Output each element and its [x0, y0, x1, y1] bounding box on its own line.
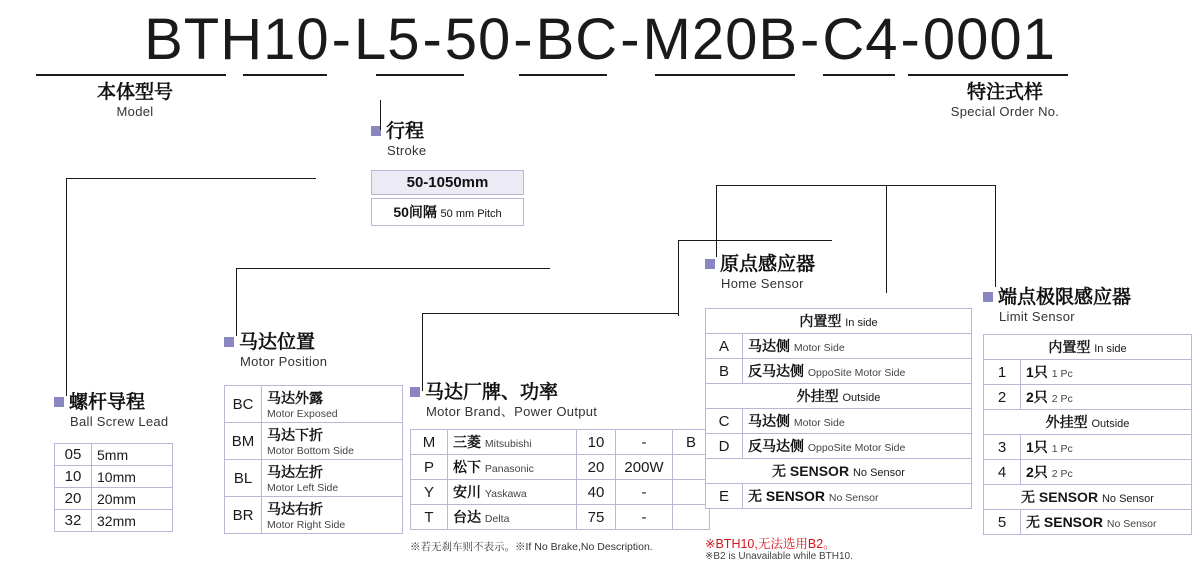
leader-line: [236, 268, 237, 336]
leader-line: [886, 185, 996, 186]
limit-sensor-value: [1021, 360, 1192, 385]
home-sensor-code: D: [706, 434, 743, 459]
callout-limit-sensor-title-en: Limit Sensor: [999, 308, 1075, 324]
callout-motor-position: [224, 333, 327, 369]
underline-model: [36, 74, 226, 76]
table-row: [411, 480, 710, 505]
home-sensor-group-inside-en: In side: [845, 317, 878, 329]
callout-motor-position-title-cn-text: 马达位置: [239, 332, 316, 353]
leader-line: [886, 185, 887, 293]
motor-position-value: [262, 423, 403, 460]
lead-value: 10mm: [92, 466, 173, 488]
table-row: [984, 460, 1192, 485]
callout-home-sensor-title-cn-text: 原点感应器: [720, 254, 816, 275]
limit-sensor-en: 1 Pc: [1051, 443, 1073, 455]
table-row: [225, 497, 403, 534]
motor-brand-code: P: [411, 455, 448, 480]
limit-sensor-en: 1 Pc: [1051, 368, 1073, 380]
motor-position-en: Motor Exposed: [267, 408, 338, 420]
table-row: [225, 423, 403, 460]
table-row: [411, 455, 710, 480]
callout-ball-screw-lead: [54, 393, 168, 429]
stroke-pitch-cn: 50间隔: [393, 204, 437, 220]
lead-code: 05: [55, 444, 92, 466]
home-sensor-value: [743, 409, 972, 434]
callout-motor-brand: [410, 383, 597, 419]
motor-brand-code: Y: [411, 480, 448, 505]
bullet-icon: [410, 387, 420, 397]
callout-special-order-title-cn: 特注式样: [966, 82, 1043, 103]
limit-sensor-value: [1021, 435, 1192, 460]
home-sensor-en: No Sensor: [828, 492, 879, 504]
limit-sensor-group-inside-cn: 内置型: [1048, 339, 1091, 355]
table-group-header-inside: [706, 309, 972, 334]
home-sensor-no-sensor-cn: 无 SENSOR: [772, 463, 850, 479]
table-ball-screw-lead: [54, 443, 173, 532]
table-motor-position: [224, 385, 403, 534]
limit-sensor-group-outside-en: Outside: [1091, 418, 1130, 430]
motor-position-en: Motor Left Side: [267, 482, 339, 494]
underline-motor-position: [519, 74, 607, 76]
home-sensor-value: [743, 334, 972, 359]
motor-position-value: [262, 386, 403, 423]
part-segment-home-sensor: C4: [822, 7, 899, 72]
home-sensor-en: OppoSite Motor Side: [807, 367, 906, 379]
lead-value: 20mm: [92, 488, 173, 510]
limit-sensor-cn: 1只: [1026, 439, 1048, 455]
motor-position-code: BM: [225, 423, 262, 460]
stroke-range-box: 50-1050mm: [371, 170, 524, 195]
table-row: [411, 505, 710, 530]
stroke-pitch-en: 50 mm Pitch: [440, 208, 502, 220]
part-segment-motor-brand: M20B: [642, 7, 799, 72]
limit-sensor-no-sensor-cn: 无 SENSOR: [1021, 489, 1099, 505]
table-home-sensor: [705, 308, 972, 509]
limit-sensor-cn: 2只: [1026, 389, 1048, 405]
limit-sensor-no-sensor-en: No Sensor: [1101, 493, 1154, 505]
motor-position-en: Motor Bottom Side: [267, 445, 354, 457]
home-sensor-value: [743, 484, 972, 509]
callout-model: [45, 83, 225, 119]
lead-value: 32mm: [92, 510, 173, 532]
callout-lead-title-cn: [54, 393, 168, 413]
table-row: [706, 434, 972, 459]
motor-position-cn: 马达外露: [267, 390, 323, 406]
limit-sensor-code: 5: [984, 510, 1021, 535]
callout-motor-position-title-en: Motor Position: [240, 353, 328, 369]
leader-line: [995, 185, 996, 287]
limit-sensor-group-no-sensor: [984, 485, 1192, 510]
callout-home-sensor-title-en: Home Sensor: [721, 275, 804, 291]
limit-sensor-group-outside-cn: 外挂型: [1045, 414, 1088, 430]
limit-sensor-en: 2 Pc: [1051, 393, 1073, 405]
motor-brand-code: M: [411, 430, 448, 455]
home-sensor-cn: 反马达侧: [748, 438, 804, 454]
table-group-header-inside: [984, 335, 1192, 360]
callout-special-order-title-en: Special Order No.: [950, 103, 1060, 119]
limit-sensor-cn: 1只: [1026, 364, 1048, 380]
part-segment-model: BTH10: [144, 7, 330, 72]
motor-brand-name: [448, 430, 577, 455]
leader-line: [66, 178, 316, 179]
limit-sensor-code: 3: [984, 435, 1021, 460]
callout-motor-brand-title-cn-text: 马达厂牌、功率: [425, 382, 559, 403]
motor-position-value: [262, 460, 403, 497]
underline-stroke: [376, 74, 464, 76]
part-separator: -: [900, 7, 921, 72]
motor-brake-code: [673, 455, 710, 480]
underline-lead: [243, 74, 327, 76]
home-sensor-note-warning: ※BTH10,无法选用B2。: [705, 537, 836, 551]
table-motor-brand: [410, 429, 710, 530]
part-separator: -: [331, 7, 352, 72]
motor-position-cn: 马达左折: [267, 464, 323, 480]
motor-power-value: -: [616, 480, 673, 505]
table-row: [55, 510, 173, 532]
bullet-icon: [224, 337, 234, 347]
lead-code: 20: [55, 488, 92, 510]
motor-brand-code: T: [411, 505, 448, 530]
underline-special-order: [908, 74, 1068, 76]
part-segment-motor-position: BC: [535, 7, 619, 72]
motor-brand-cn: 台达: [453, 509, 481, 525]
table-row: [411, 430, 710, 455]
motor-brand-name: [448, 455, 577, 480]
motor-position-cn: 马达下折: [267, 427, 323, 443]
table-row: [225, 460, 403, 497]
leader-line: [716, 185, 717, 257]
table-group-header-no-sensor: [984, 485, 1192, 510]
table-group-header-no-sensor: [706, 459, 972, 484]
home-sensor-code: A: [706, 334, 743, 359]
motor-brake-code: [673, 505, 710, 530]
callout-motor-position-title-cn: [224, 333, 327, 353]
limit-sensor-en: No Sensor: [1106, 518, 1157, 530]
callout-stroke-title-en: Stroke: [387, 142, 427, 158]
home-sensor-group-outside-en: Outside: [842, 392, 881, 404]
callout-limit-sensor: [983, 288, 1131, 324]
home-sensor-cn: 马达侧: [748, 338, 790, 354]
lead-code: 10: [55, 466, 92, 488]
lead-code: 32: [55, 510, 92, 532]
callout-home-sensor: [705, 255, 815, 291]
home-sensor-value: [743, 434, 972, 459]
underline-motor-brand: [655, 74, 795, 76]
callout-lead-title-en: Ball Screw Lead: [70, 413, 169, 429]
callout-motor-brand-title-en: Motor Brand、Power Output: [426, 403, 598, 419]
table-group-header-outside: [706, 384, 972, 409]
table-row: [55, 444, 173, 466]
table-row: [225, 386, 403, 423]
limit-sensor-group-outside: [984, 410, 1192, 435]
callout-model-title-cn: 本体型号: [96, 82, 173, 103]
motor-brand-en: Panasonic: [484, 463, 534, 475]
callout-limit-sensor-title-cn-text: 端点极限感应器: [998, 287, 1132, 308]
home-sensor-en: Motor Side: [793, 417, 845, 429]
home-sensor-group-outside: [706, 384, 972, 409]
motor-brand-note: ※若无刹车则不表示。※If No Brake,No Description.: [410, 541, 653, 553]
limit-sensor-code: 4: [984, 460, 1021, 485]
bullet-icon: [705, 259, 715, 269]
stroke-pitch-box: [371, 198, 524, 226]
bullet-icon: [983, 292, 993, 302]
home-sensor-code: E: [706, 484, 743, 509]
motor-power-code: 10: [577, 430, 616, 455]
callout-lead-title-cn-text: 螺杆导程: [69, 392, 146, 413]
table-row: [55, 488, 173, 510]
limit-sensor-cn: 无 SENSOR: [1026, 514, 1104, 530]
home-sensor-note-sub: ※B2 is Unavailable while BTH10.: [705, 551, 853, 562]
table-row: [706, 334, 972, 359]
motor-brand-en: Mitsubishi: [484, 438, 532, 450]
limit-sensor-group-inside-en: In side: [1094, 343, 1127, 355]
motor-brand-en: Delta: [484, 513, 510, 525]
bullet-icon: [54, 397, 64, 407]
leader-line: [716, 185, 886, 186]
home-sensor-group-outside-cn: 外挂型: [796, 388, 839, 404]
lead-value: 5mm: [92, 444, 173, 466]
leader-line: [678, 240, 679, 316]
motor-brand-cn: 安川: [453, 484, 481, 500]
home-sensor-group-no-sensor: [706, 459, 972, 484]
home-sensor-value: [743, 359, 972, 384]
part-separator: -: [620, 7, 641, 72]
leader-line: [236, 268, 550, 269]
callout-limit-sensor-title-cn: [983, 288, 1131, 308]
leader-line: [422, 313, 423, 391]
motor-power-value: -: [616, 505, 673, 530]
motor-brand-cn: 松下: [453, 459, 481, 475]
home-sensor-cn: 马达侧: [748, 413, 790, 429]
home-sensor-no-sensor-en: No Sensor: [852, 467, 905, 479]
leader-line: [66, 178, 67, 396]
table-limit-sensor: [983, 334, 1192, 535]
motor-power-value: 200W: [616, 455, 673, 480]
part-segment-stroke: 50: [444, 7, 512, 72]
motor-position-code: BR: [225, 497, 262, 534]
callout-model-title-en: Model: [116, 103, 154, 119]
motor-power-code: 20: [577, 455, 616, 480]
limit-sensor-value: [1021, 385, 1192, 410]
table-row: [984, 385, 1192, 410]
limit-sensor-value: [1021, 510, 1192, 535]
callout-special-order: [905, 83, 1105, 119]
callout-home-sensor-title-cn: [705, 255, 815, 275]
motor-power-code: 40: [577, 480, 616, 505]
table-row: [984, 435, 1192, 460]
home-sensor-code: C: [706, 409, 743, 434]
part-segment-special-order: 0001: [922, 7, 1056, 72]
limit-sensor-en: 2 Pc: [1051, 468, 1073, 480]
motor-brake-code: B: [673, 430, 710, 455]
motor-brand-cn: 三菱: [453, 434, 481, 450]
motor-position-en: Motor Right Side: [267, 519, 346, 531]
limit-sensor-cn: 2只: [1026, 464, 1048, 480]
home-sensor-cn: 反马达侧: [748, 363, 804, 379]
limit-sensor-value: [1021, 460, 1192, 485]
table-row: [984, 360, 1192, 385]
motor-brand-name: [448, 480, 577, 505]
home-sensor-cn: 无 SENSOR: [748, 488, 826, 504]
motor-power-code: 75: [577, 505, 616, 530]
leader-line: [422, 313, 678, 314]
part-separator: -: [422, 7, 443, 72]
table-row: [706, 484, 972, 509]
part-separator: -: [800, 7, 821, 72]
limit-sensor-code: 2: [984, 385, 1021, 410]
home-sensor-en: Motor Side: [793, 342, 845, 354]
motor-position-code: BL: [225, 460, 262, 497]
motor-position-cn: 马达右折: [267, 501, 323, 517]
table-row: [706, 409, 972, 434]
motor-position-code: BC: [225, 386, 262, 423]
motor-brand-en: Yaskawa: [484, 488, 527, 500]
table-group-header-outside: [984, 410, 1192, 435]
motor-position-value: [262, 497, 403, 534]
motor-brand-name: [448, 505, 577, 530]
limit-sensor-code: 1: [984, 360, 1021, 385]
table-row: [706, 359, 972, 384]
motor-power-value: -: [616, 430, 673, 455]
underline-home-sensor: [823, 74, 895, 76]
limit-sensor-group-inside: [984, 335, 1192, 360]
home-sensor-group-inside-cn: 内置型: [799, 313, 842, 329]
part-number: [0, 6, 1200, 73]
leader-line: [678, 240, 832, 241]
motor-brake-code: [673, 480, 710, 505]
table-row: [984, 510, 1192, 535]
table-row: [55, 466, 173, 488]
callout-stroke-title-cn-text: 行程: [386, 121, 425, 142]
part-segment-lead: L5: [353, 7, 421, 72]
home-sensor-code: B: [706, 359, 743, 384]
part-separator: -: [513, 7, 534, 72]
leader-line: [380, 100, 381, 130]
home-sensor-group-inside: [706, 309, 972, 334]
home-sensor-en: OppoSite Motor Side: [807, 442, 906, 454]
callout-motor-brand-title-cn: [410, 383, 597, 403]
